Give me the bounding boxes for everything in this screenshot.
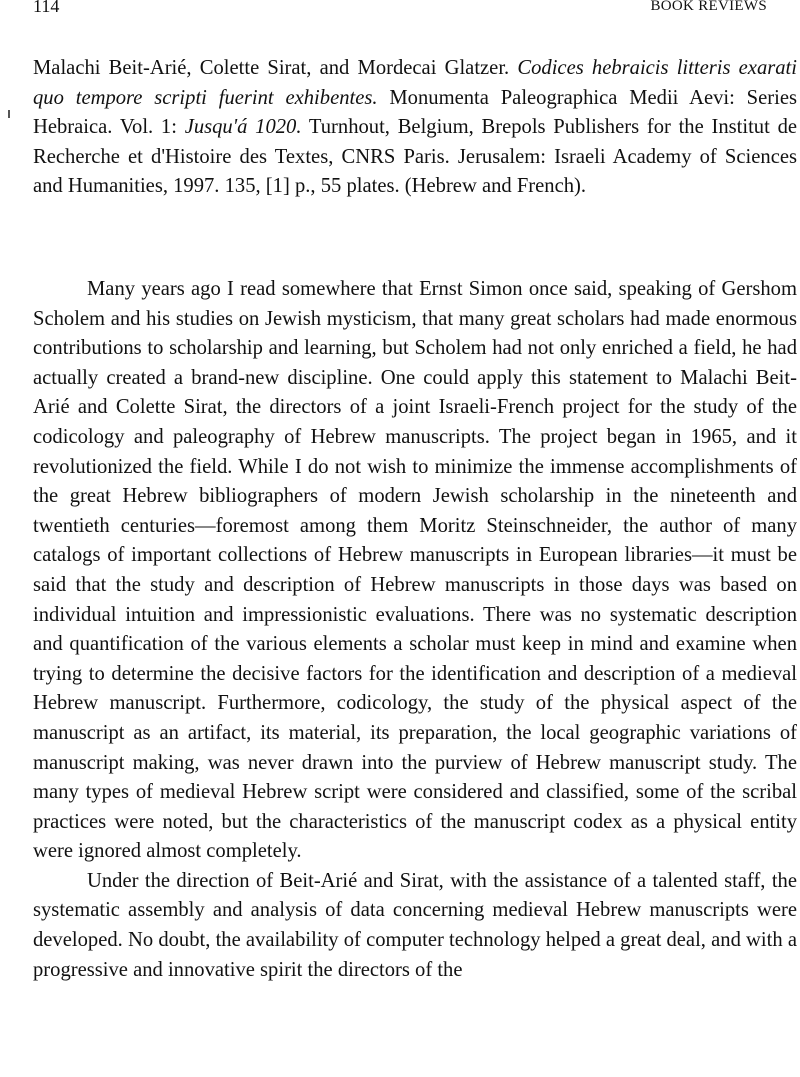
review-body bbox=[33, 275, 797, 985]
page-number: 114 bbox=[33, 0, 60, 16]
margin-mark bbox=[8, 110, 10, 118]
citation-publication: Turnhout, Belgium, Brepols Publishers for the Institut de Recherche et d'Histoire des Textes, CNRS Paris. Jerusalem: Israeli Academy of Sciences and Humanities, 1997. 135, [1] p., 55 plates. (Hebrew and French). bbox=[33, 116, 797, 198]
citation-series: Monumenta Paleographica Medii Aevi: Series Hebraica. Vol. 1: bbox=[33, 86, 797, 139]
section-title: BOOK REVIEWS bbox=[650, 0, 767, 14]
citation-title: Codices hebraicis litteris exarati quo tempore scripti fuerint exhibentes. bbox=[33, 57, 797, 109]
book-citation bbox=[33, 54, 797, 202]
running-head bbox=[33, 0, 767, 18]
body-paragraph-2: Under the direction of Beit-Arié and Sirat, with the assistance of a talented staff, the systematic assembly and analysis of data concerning medieval Hebrew manuscripts were developed. No doubt, the availability of computer technology helped a great deal, and with a progressive and innovative spirit the directors of the bbox=[33, 869, 797, 981]
citation-volume-title: Jusqu'á 1020. bbox=[184, 116, 302, 139]
citation-authors: Malachi Beit-Arié, Colette Sirat, and Mordecai Glatzer. bbox=[33, 57, 510, 79]
body-paragraph-1: Many years ago I read somewhere that Ernst Simon once said, speaking of Gershom Scholem and his studies on Jewish mysticism, that many great scholars had made enormous contributions to scholarship and learning, but Scholem had not only enriched a field, he had actually created a brand-new discipline. One could apply this statement to Malachi Beit-Arié and Colette Sirat, the directors of a joint Israeli-French project for the study of the codicology and paleography of Hebrew manuscripts. The project began in 1965, and it revolutionized the field. While I do not wish to minimize the immense accomplishments of the great Hebrew bibliographers of modern Jewish scholarship in the nineteenth and twentieth centuries—foremost among them Moritz Steinschneider, the author of many catalogs of important collections of Hebrew manuscripts in European libraries—it must be said that the study and description of Hebrew manuscripts in those days was based on individual intuition and impressionistic evaluations. There was no systematic description and quantification of the various elements a scholar must keep in mind and examine when trying to determine the decisive factors for the identification and description of a medieval Hebrew manuscript. Furthermore, codicology, the study of the physical aspect of the manuscript as an artifact, its material, its preparation, the local geographic variations of manuscript making, was never drawn into the purview of Hebrew manuscript study. The many types of medieval Hebrew script were considered and classified, some of the scribal practices were noted, but the characteristics of the manuscript codex as a physical entity were ignored almost completely. bbox=[33, 278, 797, 863]
